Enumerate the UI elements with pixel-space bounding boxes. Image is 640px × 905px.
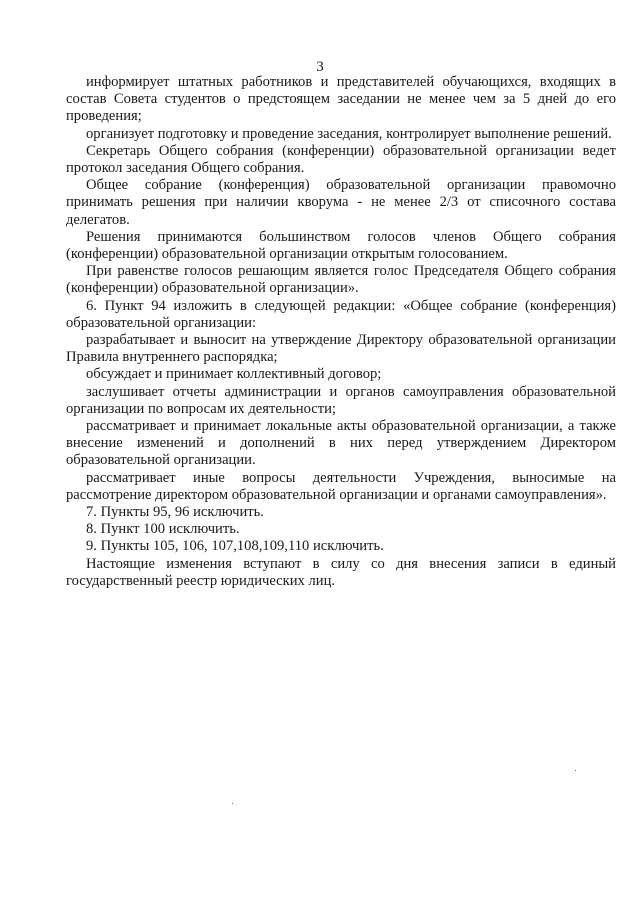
scan-speck — [575, 770, 576, 771]
document-body — [66, 74, 616, 590]
scan-speck — [232, 803, 233, 804]
paragraph-local-acts: рассматривает и принимает локальные акты образовательной организации, а также внесение изменений и дополнений в них перед утверждением Директором образовательной организации. — [66, 418, 616, 469]
paragraph-collective-agreement: обсуждает и принимает коллективный договор; — [86, 366, 382, 383]
paragraph-decisions: Решения принимаются большинством голосов членов Общего собрания (конференции) образовательной организации открытым голосованием. — [66, 228, 616, 263]
paragraph-secretary: Секретарь Общего собрания (конференции) образовательной организации ведет протокол заседания Общего собрания. — [66, 142, 616, 177]
paragraph-tie-vote: При равенстве голосов решающим является голос Председателя Общего собрания (конференции) образовательной организации». — [66, 263, 616, 297]
paragraph-effective-date: Настоящие изменения вступают в силу со дня внесения записи в единый государственный реестр юридических лиц. — [66, 555, 616, 589]
paragraph-item-6: 6. Пункт 94 изложить в следующей редакции: «Общее собрание (конференция) образовательной организации: — [66, 297, 616, 331]
paragraph-other-issues: рассматривает иные вопросы деятельности Учреждения, выносимые на рассмотрение директором образовательной организации и органами самоуправления». — [66, 469, 616, 503]
paragraph-reports: заслушивает отчеты администрации и органов самоуправления образовательной организации по вопросам их деятельности; — [66, 383, 616, 417]
paragraph-organize-meeting: организует подготовку и проведение заседания, контролирует выполнение решений. — [86, 125, 612, 142]
paragraph-item-9: 9. Пункты 105, 106, 107,108,109,110 исключить. — [86, 538, 384, 555]
paragraph-quorum: Общее собрание (конференция) образовательной организации правомочно принимать решения при наличии кворума - не менее 2/3 от списочного состава делегатов. — [66, 177, 616, 228]
page-number: 3 — [316, 59, 324, 75]
paragraph-internal-rules: разрабатывает и выносит на утверждение Директору образовательной организации Правила внутреннего распорядка; — [66, 332, 616, 366]
paragraph-item-8: 8. Пункт 100 исключить. — [86, 521, 240, 538]
paragraph-item-7: 7. Пункты 95, 96 исключить. — [86, 504, 264, 521]
paragraph-notify-members: информирует штатных работников и представителей обучающихся, входящих в состав Совета студентов о предстоящем заседании не менее чем за 5 дней до его проведения; — [66, 74, 616, 125]
